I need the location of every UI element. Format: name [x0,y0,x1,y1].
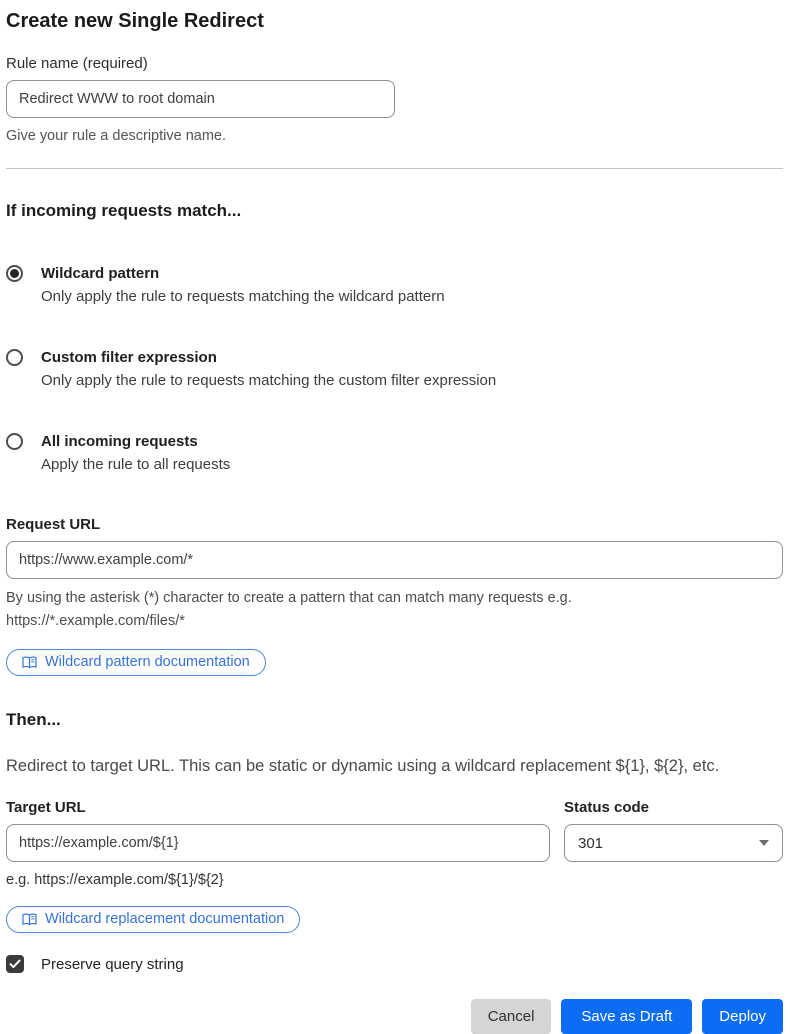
rule-name-help: Give your rule a descriptive name. [6,128,227,144]
target-url-input[interactable] [6,824,550,862]
open-book-icon [22,656,37,669]
request-url-help-line1: By using the asterisk (*) character to create a pattern that can match many requests e.g. [6,590,572,606]
cancel-button[interactable]: Cancel [471,999,552,1034]
target-url-help: e.g. https://example.com/${1}/${2} [6,872,224,888]
match-type-radio-group [6,263,783,476]
checkmark-icon [9,959,21,969]
radio-option-description: Only apply the rule to requests matching the custom filter expression [41,372,497,389]
radio-option-label: Wildcard pattern [41,265,160,282]
section-divider [6,168,783,169]
preserve-query-checkbox-row[interactable] [6,955,783,973]
rule-name-input[interactable] [6,80,395,118]
footer-actions [6,999,783,1034]
then-section-heading: Then... [6,710,61,729]
radio-button-icon[interactable] [6,433,23,450]
then-section-description: Redirect to target URL. This can be static or dynamic using a wildcard replacement ${1}, ${2}, etc. [6,757,720,775]
status-code-select[interactable] [564,824,783,862]
page-title: Create new Single Redirect [6,10,264,32]
radio-option-description: Only apply the rule to requests matching the wildcard pattern [41,288,445,305]
caret-down-icon [759,840,769,846]
request-url-input[interactable] [6,541,783,579]
request-url-help [6,587,746,633]
doc-button-label: Wildcard replacement documentation [45,911,285,928]
wildcard-pattern-docs-button[interactable] [6,649,266,676]
radio-option-wildcard-pattern[interactable] [6,263,783,308]
status-code-label: Status code [564,799,650,816]
deploy-button[interactable]: Deploy [702,999,783,1034]
wildcard-replacement-docs-button[interactable] [6,906,300,933]
radio-option-all-requests[interactable] [6,431,783,476]
radio-option-custom-filter[interactable] [6,347,783,392]
rule-name-label: Rule name (required) [6,55,148,72]
target-url-label: Target URL [6,799,86,816]
doc-button-label: Wildcard pattern documentation [45,654,250,671]
preserve-query-label: Preserve query string [41,955,184,973]
status-code-value: 301 [578,834,604,852]
checkbox-checked-icon[interactable] [6,955,24,973]
open-book-icon [22,913,37,926]
request-url-label: Request URL [6,516,101,533]
request-url-help-line2: https://*.example.com/files/* [6,613,185,629]
save-as-draft-button[interactable]: Save as Draft [561,999,692,1034]
radio-button-icon[interactable] [6,349,23,366]
radio-button-icon[interactable] [6,265,23,282]
target-status-row [6,798,783,891]
radio-option-description: Apply the rule to all requests [41,456,231,473]
radio-option-label: All incoming requests [41,433,198,450]
match-section-heading: If incoming requests match... [6,201,242,220]
radio-option-label: Custom filter expression [41,349,217,366]
